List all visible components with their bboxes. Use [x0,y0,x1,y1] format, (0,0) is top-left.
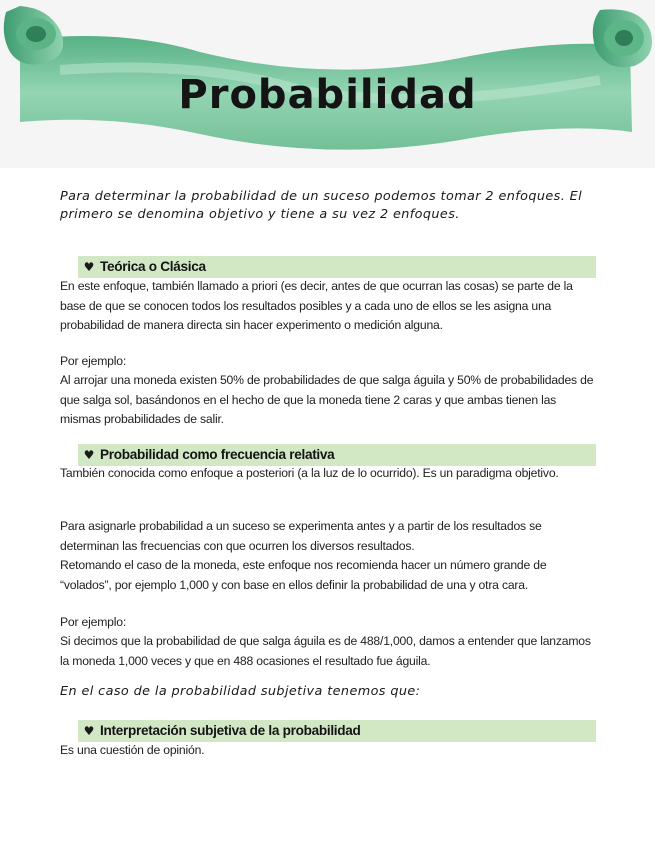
page-title: Probabilidad [178,72,477,118]
heart-icon: ♥ [83,724,95,738]
section-heading-teorica [78,256,596,278]
intro-paragraph: Para determinar la probabilidad de un suceso podemos tomar 2 enfoques. El primero se denomina objetivo y tiene a su vez 2 enfoques. [60,189,583,222]
section-heading-label: Interpretación subjetiva de la probabilidad [100,723,361,738]
paragraph: En este enfoque, también llamado a priori (es decir, antes de que ocurran las cosas) se parte de la base de que se conocen todos los resultados posibles y a cada uno de ellos se les asigna una probabilidad de manera directa sin hacer experimento o medición alguna. [60,279,573,332]
paragraph: Por ejemplo: [60,354,127,368]
section-heading-frecuencia [78,444,596,466]
paragraph: Es una cuestión de opinión. [60,743,205,757]
paragraph: También conocida como enfoque a posteriori (a la luz de lo ocurrido). Es un paradigma objetivo. [60,466,559,480]
heart-icon: ♥ [83,260,95,274]
section-heading-subjetiva [78,720,596,742]
transition-paragraph: En el caso de la probabilidad subjetiva tenemos que: [60,684,421,699]
header-banner [0,0,655,168]
paragraph: Para asignarle probabilidad a un suceso se experimenta antes y a partir de los resultados se determinan las frecuencias con que ocurren los diversos resultados. [60,519,542,553]
paragraph: Retomando el caso de la moneda, este enfoque nos recomienda hacer un número grande de “volados”, por ejemplo 1,000 y con base en ellos definir la probabilidad de una y otra cara. [60,558,547,592]
section-heading-label: Probabilidad como frecuencia relativa [100,447,335,462]
section-heading-label: Teórica o Clásica [100,259,206,274]
paragraph: Si decimos que la probabilidad de que salga águila es de 488/1,000, damos a entender que lanzamos la moneda 1,000 veces y que en 488 ocasiones el resultado fue águila. [60,634,591,668]
heart-icon: ♥ [83,448,95,462]
paragraph: Por ejemplo: [60,615,127,629]
paragraph: Al arrojar una moneda existen 50% de probabilidades de que salga águila y 50% de probabilidades de que salga sol, basándonos en el hecho de que la moneda tiene 2 caras y que ambas tienen las mismas probabilidades de salir. [60,373,594,426]
